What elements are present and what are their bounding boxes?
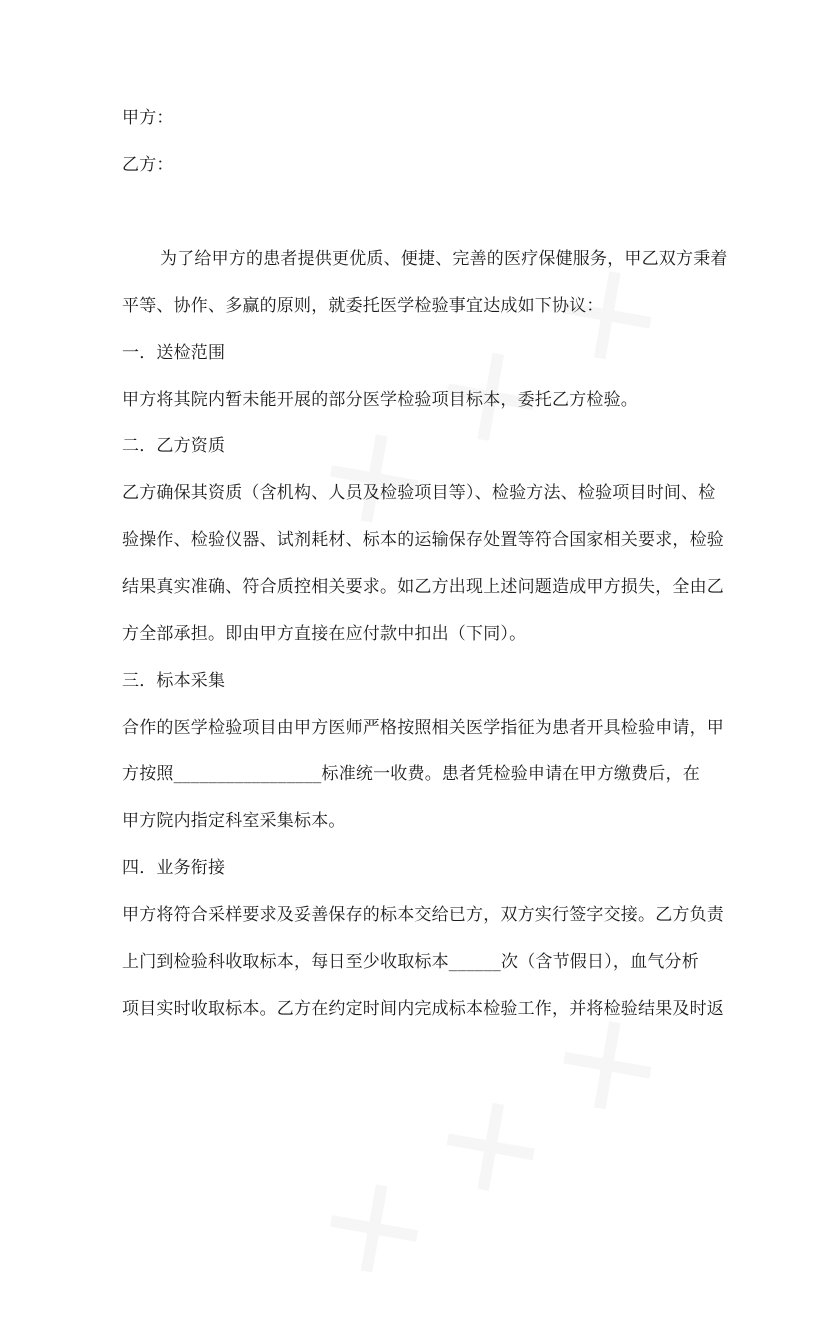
intro-line: 为了给甲方的患者提供更优质、便捷、完善的医疗保健服务，甲乙双方秉着	[160, 249, 728, 269]
section-text: 合作的医学检验项目由甲方医师严格按照相关医学指征为患者开具检验申请，甲	[122, 718, 724, 738]
intro-line: 平等、协作、多赢的原则，就委托医学检验事宜达成如下协议：	[122, 296, 604, 316]
party-b-label: 乙方：	[122, 155, 174, 175]
section-text: 甲方将其院内暂未能开展的部分医学检验项目标本，委托乙方检验。	[122, 390, 638, 410]
section-heading: 一．送检范围	[122, 343, 226, 363]
section-text: 甲方院内指定科室采集标本。	[122, 811, 346, 831]
section-text: 乙方确保其资质（含机构、人员及检验项目等）、检验方法、检验项目时间、检	[122, 483, 716, 503]
section-heading: 四．业务衔接	[122, 858, 226, 878]
section-text: 方全部承担。即由甲方直接在应付款中扣出（下同）。	[122, 624, 527, 644]
party-a-label: 甲方：	[122, 108, 174, 128]
section-heading: 二．乙方资质	[122, 436, 226, 456]
section-text: 项目实时收取标本。乙方在约定时间内完成标本检验工作，并将检验结果及时返	[122, 999, 724, 1019]
section-heading: 三．标本采集	[122, 671, 226, 691]
section-text: 上门到检验科收取标本，每日至少收取标本______次（含节假日），血气分析	[122, 952, 699, 972]
section-text: 方按照_________________标准统一收费。患者凭检验申请在甲方缴费后，在	[122, 764, 700, 784]
section-text: 验操作、检验仪器、试剂耗材、标本的运输保存处置等符合国家相关要求，检验	[122, 530, 724, 550]
section-text: 甲方将符合采样要求及妥善保存的标本交给已方，双方实行签字交接。乙方负责	[122, 905, 724, 925]
section-text: 结果真实准确、符合质控相关要求。如乙方出现上述问题造成甲方损失，全由乙	[122, 577, 724, 597]
watermark	[295, 982, 690, 1317]
